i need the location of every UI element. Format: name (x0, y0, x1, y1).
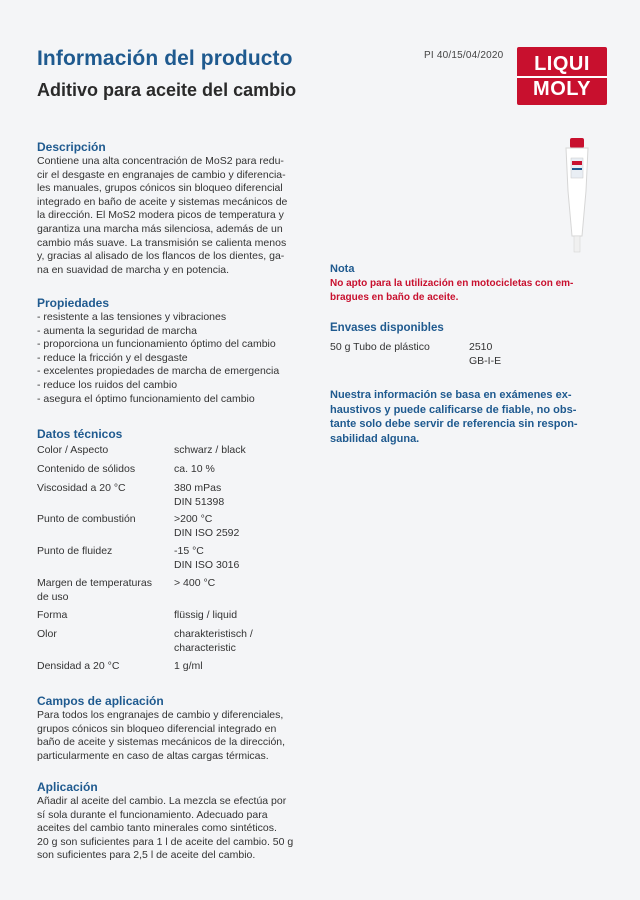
liqui-moly-logo (517, 47, 607, 105)
list-item: - resistente a las tensiones y vibraciones (37, 311, 227, 323)
campos-heading: Campos de aplicación (37, 694, 164, 708)
product-tube-image (560, 136, 594, 256)
datos-value-line: -15 °C (174, 545, 204, 557)
datos-key: Color / Aspecto (37, 444, 109, 456)
logo-text-bottom: MOLY (533, 77, 591, 100)
campos-line: particularmente en caso de altas cargas térmicas. (37, 749, 269, 762)
nota-text (330, 277, 610, 304)
list-item: - aumenta la seguridad de marcha (37, 324, 197, 337)
aplicacion-line: sí sola durante el funcionamiento. Adecuado para (37, 808, 268, 821)
datos-key: Punto de fluidez (37, 545, 113, 557)
datos-value (174, 513, 284, 540)
descripcion-line: Contiene una alta concentración de MoS2 para redu- (37, 155, 284, 167)
descripcion-line: garantiza una marcha más silenciosa, además de un (37, 222, 283, 235)
envases-code-line: GB-I-E (469, 354, 502, 367)
aplicacion-line: Añadir al aceite del cambio. La mezcla se efectúa por (37, 795, 287, 807)
datos-key-line: de uso (37, 590, 69, 603)
campos-text (37, 709, 327, 763)
pi-code: PI 40/15/04/2020 (424, 50, 504, 61)
envases-heading: Envases disponibles (330, 322, 444, 334)
aplicacion-line: 20 g son suficientes para 1 l de aceite del cambio. 50 g (37, 835, 294, 848)
campos-line: grupos cónicos sin bloqueo diferencial integrado en (37, 722, 277, 735)
datos-value-line: characteristic (174, 641, 236, 654)
datos-value-line: >200 °C (174, 513, 213, 525)
datos-value (174, 545, 284, 572)
datos-key: Punto de combustión (37, 513, 136, 525)
campos-line: Para todos los engranajes de cambio y diferenciales, (37, 709, 284, 721)
disclaimer-line: haustivos y puede calificarse de fiable, no obs- (330, 403, 577, 416)
datos-key: Viscosidad a 20 °C (37, 482, 126, 494)
aplicacion-line: son suficientes para 2,5 l de aceite del cambio. (37, 849, 256, 862)
datos-value: > 400 °C (174, 577, 216, 589)
descripcion-text (37, 155, 317, 277)
disclaimer-text (330, 388, 615, 446)
descripcion-line: na en suavidad de marcha y en potencia. (37, 263, 230, 276)
nota-line: bragues en baño de aceite. (330, 291, 459, 303)
campos-line: baño de aceite y sistemas mecánicos de la dirección, (37, 736, 286, 749)
nota-heading: Nota (330, 263, 355, 275)
descripcion-line: cir el desgaste en engranajes de cambio y diferencia- (37, 168, 286, 181)
envases-code-line: 2510 (469, 341, 493, 353)
list-item: - excelentes propiedades de marcha de emergencia (37, 365, 280, 378)
datos-value-line: DIN ISO 2592 (174, 526, 240, 539)
list-item: - proporciona un funcionamiento óptimo del cambio (37, 338, 276, 351)
descripcion-heading: Descripción (37, 140, 106, 154)
logo-text-top: LIQUI (517, 53, 607, 78)
datos-value-line: 380 mPas (174, 482, 222, 494)
datos-value: schwarz / black (174, 444, 246, 456)
datos-value: ca. 10 % (174, 463, 215, 475)
list-item: - reduce los ruidos del cambio (37, 378, 178, 391)
disclaimer-line: Nuestra información se basa en exámenes ex- (330, 389, 572, 401)
list-item: - asegura el óptimo funcionamiento del cambio (37, 392, 255, 405)
aplicacion-heading: Aplicación (37, 780, 98, 794)
disclaimer-line: tante solo debe servir de referencia sin respon- (330, 418, 578, 430)
datos-value-line: charakteristisch / (174, 628, 253, 640)
descripcion-line: cambio más suave. La transmisión se calienta menos (37, 236, 287, 249)
list-item: - reduce la fricción y el desgaste (37, 351, 188, 364)
descripcion-line: y, gracias al alisado de los flancos de los dientes, ga- (37, 250, 285, 263)
descripcion-line: la dirección. El MoS2 modera picos de temperatura y (37, 209, 284, 222)
datos-key-line: Margen de temperaturas (37, 577, 152, 589)
envases-item: 50 g Tubo de plástico (330, 341, 430, 353)
page-subtitle: Aditivo para aceite del cambio (37, 80, 297, 100)
datos-value-line: DIN ISO 3016 (174, 558, 240, 571)
datos-key: Contenido de sólidos (37, 463, 136, 475)
aplicacion-text (37, 795, 332, 863)
datos-value (174, 482, 284, 509)
descripcion-line: integrado en baño de aceite y sistemas mecánicos de (37, 195, 288, 208)
nota-line: No apto para la utilización en motocicletas con em- (330, 278, 574, 289)
datos-key: Olor (37, 628, 57, 640)
aplicacion-line: aceites del cambio tanto minerales como sintéticos. (37, 822, 277, 835)
datos-value: flüssig / liquid (174, 609, 238, 621)
datos-value (174, 628, 284, 655)
datos-key: Forma (37, 609, 68, 621)
envases-code (469, 341, 501, 368)
datos-heading: Datos técnicos (37, 427, 123, 441)
datos-key: Densidad a 20 °C (37, 660, 120, 672)
disclaimer-line: sabilidad alguna. (330, 432, 420, 445)
datos-key (37, 577, 172, 604)
propiedades-list (37, 311, 279, 406)
descripcion-line: les manuales, grupos cónicos sin bloqueo diferencial (37, 182, 283, 195)
datos-value: 1 g/ml (174, 660, 203, 672)
datos-value-line: DIN 51398 (174, 495, 225, 508)
propiedades-heading: Propiedades (37, 296, 110, 310)
page-title: Información del producto (37, 47, 293, 70)
